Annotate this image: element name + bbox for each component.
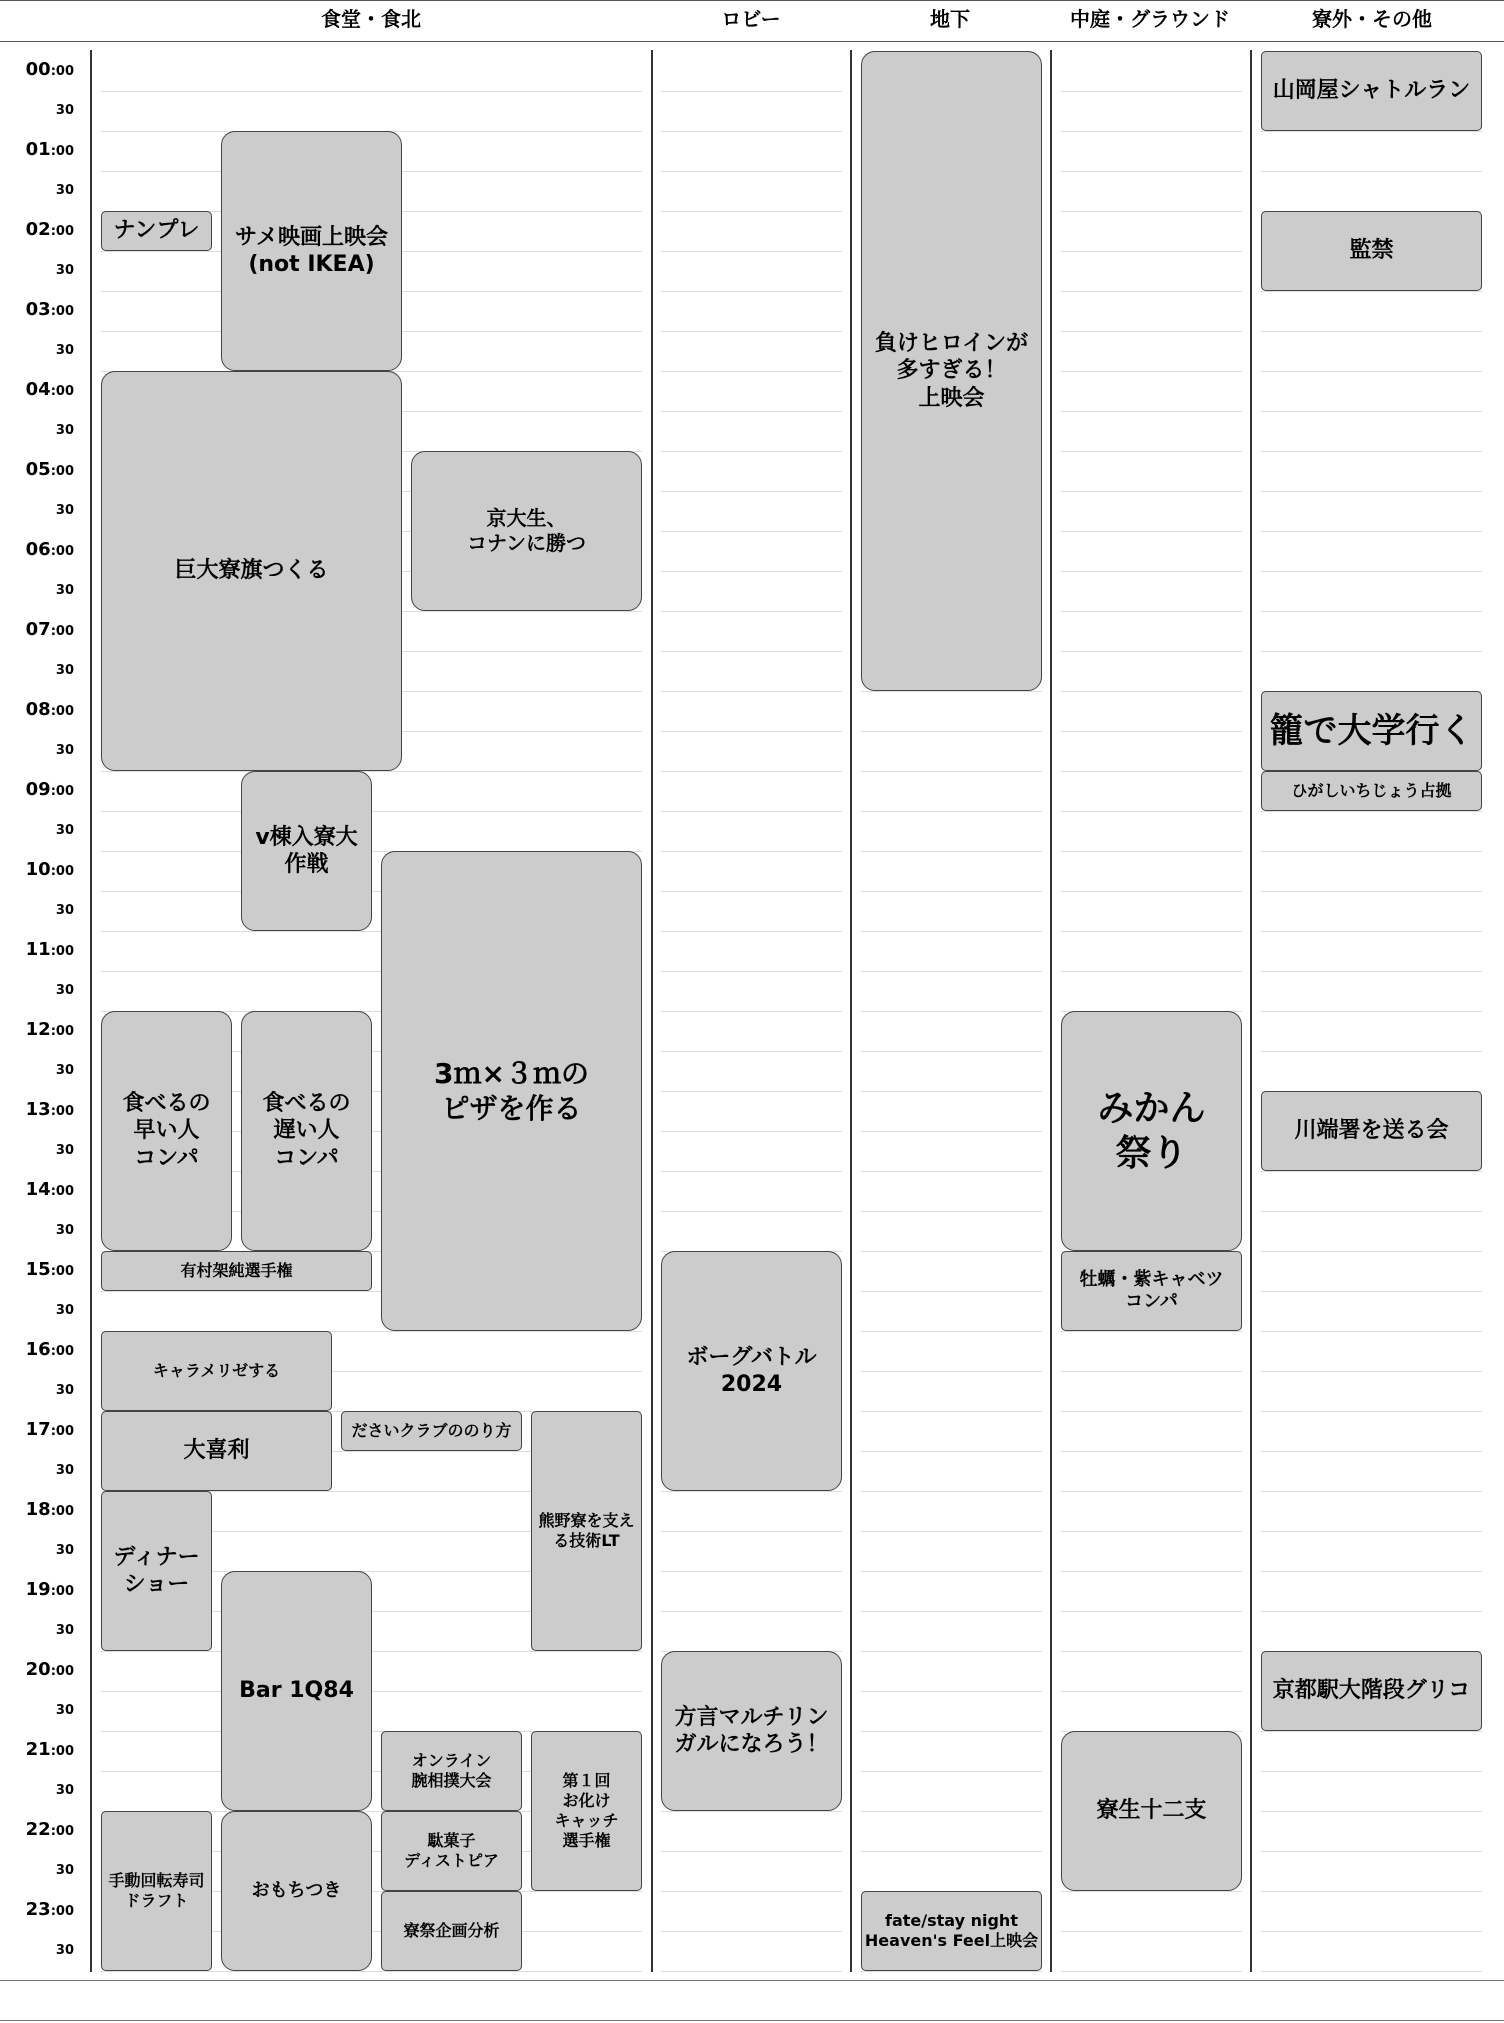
minute-text: :00 (50, 1744, 74, 1759)
grid-line (1061, 1651, 1242, 1652)
grid-line (661, 891, 842, 892)
grid-line (1061, 931, 1242, 932)
grid-line (1061, 1931, 1242, 1932)
grid-line (1061, 1411, 1242, 1412)
grid-line (661, 971, 842, 972)
time-label-hour (0, 539, 74, 560)
column-divider (1050, 50, 1052, 1972)
minute-text: :00 (50, 1824, 74, 1839)
grid-line (1061, 771, 1242, 772)
hour-text: 19 (25, 1579, 51, 1600)
grid-line (1061, 331, 1242, 332)
time-label-half: 30 (55, 1943, 74, 1958)
grid-line (1261, 1171, 1482, 1172)
grid-line (1261, 1451, 1482, 1452)
event-obake-catch[interactable]: 第１回 お化け キャッチ 選手権 (531, 1731, 642, 1891)
grid-line (1261, 811, 1482, 812)
event-v-tou[interactable]: v棟入寮大 作戦 (241, 771, 372, 931)
hour-text: 13 (25, 1099, 51, 1120)
grid-line (661, 1891, 842, 1892)
grid-line (861, 1611, 1042, 1612)
grid-line (861, 1411, 1042, 1412)
grid-line (1061, 131, 1242, 132)
hour-text: 02 (25, 219, 51, 240)
column-header-nakaniwa: 中庭・グラウンド (1070, 7, 1230, 31)
minute-text: :00 (50, 704, 74, 719)
event-ogiri[interactable]: 大喜利 (101, 1411, 332, 1491)
time-label-half: 30 (55, 1463, 74, 1478)
event-higashi-ichijo[interactable]: ひがしいちじょう占拠 (1261, 771, 1482, 811)
grid-line (661, 691, 842, 692)
time-label-hour (0, 619, 74, 640)
hour-text: 15 (25, 1259, 51, 1280)
time-label-half: 30 (55, 1783, 74, 1798)
grid-line (661, 91, 842, 92)
grid-line (1261, 331, 1482, 332)
event-kyodai-ryoki[interactable]: 巨大寮旗つくる (101, 371, 402, 771)
grid-line (1061, 1891, 1242, 1892)
grid-line (861, 931, 1042, 932)
time-label-half: 30 (55, 1143, 74, 1158)
time-label-hour (0, 1019, 74, 1040)
grid-line (861, 1491, 1042, 1492)
event-fate-hf[interactable]: fate/stay night Heaven's Feel上映会 (861, 1891, 1042, 1971)
time-label-half: 30 (55, 423, 74, 438)
time-label-hour (0, 1259, 74, 1280)
column-divider (1250, 50, 1252, 1972)
grid-line (1061, 1371, 1242, 1372)
event-kankin[interactable]: 監禁 (1261, 211, 1482, 291)
time-label-hour (0, 699, 74, 720)
event-hayai-compa[interactable]: 食べるの 早い人 コンパ (101, 1011, 232, 1251)
hour-text: 03 (25, 299, 51, 320)
hour-text: 23 (25, 1899, 51, 1920)
grid-line (861, 1291, 1042, 1292)
time-label-half: 30 (55, 183, 74, 198)
time-label-hour (0, 1339, 74, 1360)
grid-line (661, 1931, 842, 1932)
hour-text: 09 (25, 779, 51, 800)
time-label-half: 30 (55, 1543, 74, 1558)
time-label-hour (0, 139, 74, 160)
grid-line (1061, 731, 1242, 732)
event-make-heroine[interactable]: 負けヒロインが 多すぎる！ 上映会 (861, 51, 1042, 691)
grid-line (1261, 171, 1482, 172)
grid-line (1261, 571, 1482, 572)
event-kago-daigaku[interactable]: 籠で大学行く (1261, 691, 1482, 771)
grid-line (661, 251, 842, 252)
minute-text: :00 (50, 1584, 74, 1599)
grid-line (1061, 1451, 1242, 1452)
grid-line (661, 1131, 842, 1132)
time-label-half: 30 (55, 1383, 74, 1398)
grid-line (1061, 1491, 1242, 1492)
event-pizza[interactable]: 3ｍ×３ｍの ピザを作る (381, 851, 642, 1331)
grid-line (861, 771, 1042, 772)
grid-line (1261, 1771, 1482, 1772)
time-label-hour (0, 379, 74, 400)
time-label-half: 30 (55, 903, 74, 918)
grid-line (1061, 1571, 1242, 1572)
grid-line (1061, 971, 1242, 972)
event-bar-1q84[interactable]: Bar 1Q84 (221, 1571, 372, 1811)
grid-line (861, 731, 1042, 732)
grid-line (1261, 1011, 1482, 1012)
time-label-half: 30 (55, 1063, 74, 1078)
grid-line (1061, 851, 1242, 852)
grid-line (1061, 891, 1242, 892)
grid-line (661, 931, 842, 932)
hour-text: 20 (25, 1659, 51, 1680)
time-label-half: 30 (55, 983, 74, 998)
grid-line (1061, 171, 1242, 172)
grid-line (1061, 691, 1242, 692)
grid-line (1261, 1371, 1482, 1372)
grid-line (101, 91, 642, 92)
grid-line (1061, 1331, 1242, 1332)
grid-line (1261, 1891, 1482, 1892)
grid-line (1261, 1971, 1482, 1972)
event-osoi-compa[interactable]: 食べるの 遅い人 コンパ (241, 1011, 372, 1251)
time-label-hour (0, 59, 74, 80)
minute-text: :00 (50, 1904, 74, 1919)
grid-line (661, 1091, 842, 1092)
time-label-hour (0, 299, 74, 320)
column-header-ryogai: 寮外・その他 (1312, 7, 1432, 31)
grid-line (1261, 131, 1482, 132)
grid-line (1261, 1571, 1482, 1572)
event-sushi-draft[interactable]: 手動回転寿司 ドラフト (101, 1811, 212, 1971)
grid-line (861, 891, 1042, 892)
event-ryosai-bunseki[interactable]: 寮祭企画分析 (381, 1891, 522, 1971)
event-vogue-battle[interactable]: ボーグバトル 2024 (661, 1251, 842, 1491)
event-dagashi[interactable]: 駄菓子 ディストピア (381, 1811, 522, 1891)
grid-line (1061, 611, 1242, 612)
time-label-half: 30 (55, 1223, 74, 1238)
grid-line (861, 1771, 1042, 1772)
event-same-eiga[interactable]: サメ映画上映会 (not IKEA) (221, 131, 402, 371)
event-hogen[interactable]: 方言マルチリン ガルになろう！ (661, 1651, 842, 1811)
grid-line (861, 1371, 1042, 1372)
grid-line (661, 571, 842, 572)
grid-line (661, 1011, 842, 1012)
time-label-hour (0, 1899, 74, 1920)
event-mikan-matsuri[interactable]: みかん 祭り (1061, 1011, 1242, 1251)
grid-line (661, 731, 842, 732)
grid-line (661, 1531, 842, 1532)
time-label-half: 30 (55, 263, 74, 278)
grid-line (861, 1651, 1042, 1652)
time-label-half: 30 (55, 743, 74, 758)
grid-line (661, 491, 842, 492)
time-label-hour (0, 1819, 74, 1840)
grid-line (861, 851, 1042, 852)
grid-line (1061, 651, 1242, 652)
minute-text: :00 (50, 1504, 74, 1519)
header-top-border (0, 0, 1504, 1)
grid-line (1261, 531, 1482, 532)
time-label-half: 30 (55, 823, 74, 838)
time-label-half: 30 (55, 343, 74, 358)
grid-line (661, 291, 842, 292)
grid-line (661, 1171, 842, 1172)
event-arimura[interactable]: 有村架純選手権 (101, 1251, 372, 1291)
footer-border-bottom (0, 2020, 1504, 2021)
grid-line (861, 811, 1042, 812)
time-label-hour (0, 1579, 74, 1600)
grid-line (1261, 291, 1482, 292)
column-divider (651, 50, 653, 1972)
hour-text: 05 (25, 459, 51, 480)
grid-line (1061, 1531, 1242, 1532)
grid-line (1061, 371, 1242, 372)
grid-line (661, 531, 842, 532)
minute-text: :00 (50, 1024, 74, 1039)
grid-line (1261, 1411, 1482, 1412)
grid-line (661, 1211, 842, 1212)
grid-line (1261, 1051, 1482, 1052)
hour-text: 18 (25, 1499, 51, 1520)
grid-line (101, 771, 642, 772)
event-kawabata[interactable]: 川端署を送る会 (1261, 1091, 1482, 1171)
grid-line (1061, 91, 1242, 92)
event-kyoto-glico[interactable]: 京都駅大階段グリコ (1261, 1651, 1482, 1731)
column-header-lobby: ロビー (721, 7, 781, 31)
grid-line (661, 331, 842, 332)
time-label-hour (0, 1419, 74, 1440)
grid-line (1261, 1331, 1482, 1332)
event-ryosei-junishi[interactable]: 寮生十二支 (1061, 1731, 1242, 1891)
time-label-hour (0, 779, 74, 800)
grid-line (1061, 251, 1242, 252)
hour-text: 00 (25, 59, 51, 80)
event-kumano-lt[interactable]: 熊野寮を支え る技術LT (531, 1411, 642, 1651)
minute-text: :00 (50, 1184, 74, 1199)
minute-text: :00 (50, 784, 74, 799)
minute-text: :00 (50, 624, 74, 639)
event-mochitsuki[interactable]: おもちつき (221, 1811, 372, 1971)
event-dasai-club[interactable]: ださいクラブののり方 (341, 1411, 522, 1451)
grid-line (861, 1251, 1042, 1252)
grid-line (1261, 851, 1482, 852)
grid-line (1261, 1611, 1482, 1612)
grid-line (1061, 291, 1242, 292)
time-label-half: 30 (55, 503, 74, 518)
grid-line (861, 1971, 1042, 1972)
time-label-half: 30 (55, 1303, 74, 1318)
minute-text: :00 (50, 1664, 74, 1679)
grid-line (861, 1091, 1042, 1092)
hour-text: 06 (25, 539, 51, 560)
column-header-shokudo: 食堂・食北 (321, 7, 421, 31)
time-label-half: 30 (55, 103, 74, 118)
grid-line (1261, 611, 1482, 612)
grid-line (1261, 1931, 1482, 1932)
grid-line (861, 1851, 1042, 1852)
time-label-half: 30 (55, 1623, 74, 1638)
grid-line (861, 1731, 1042, 1732)
time-label-hour (0, 1179, 74, 1200)
grid-line (661, 811, 842, 812)
grid-line (1261, 371, 1482, 372)
grid-line (661, 1491, 842, 1492)
grid-line (661, 651, 842, 652)
grid-line (661, 211, 842, 212)
hour-text: 07 (25, 619, 51, 640)
event-nanpure[interactable]: ナンプレ (101, 211, 212, 251)
hour-text: 21 (25, 1739, 51, 1760)
footer-border (0, 1980, 1504, 1981)
minute-text: :00 (50, 224, 74, 239)
hour-text: 08 (25, 699, 51, 720)
grid-line (661, 771, 842, 772)
minute-text: :00 (50, 1104, 74, 1119)
minute-text: :00 (50, 64, 74, 79)
time-label-hour (0, 1499, 74, 1520)
grid-line (861, 691, 1042, 692)
column-header-chika: 地下 (930, 7, 970, 31)
hour-text: 17 (25, 1419, 51, 1440)
event-kyodaisei-conan[interactable]: 京大生、 コナンに勝つ (411, 451, 642, 611)
grid-line (1061, 451, 1242, 452)
minute-text: :00 (50, 144, 74, 159)
grid-line (661, 451, 842, 452)
grid-line (1261, 891, 1482, 892)
grid-line (661, 411, 842, 412)
time-label-half: 30 (55, 1703, 74, 1718)
grid-line (661, 611, 842, 612)
grid-line (1261, 1291, 1482, 1292)
grid-line (1061, 1611, 1242, 1612)
grid-line (1061, 211, 1242, 212)
header-bottom-border (0, 41, 1504, 42)
grid-line (861, 1011, 1042, 1012)
grid-line (861, 1451, 1042, 1452)
grid-line (661, 1611, 842, 1612)
grid-line (1261, 491, 1482, 492)
time-label-half: 30 (55, 583, 74, 598)
grid-line (1061, 1691, 1242, 1692)
minute-text: :00 (50, 304, 74, 319)
event-kaki-cabbage[interactable]: 牡蠣・紫キャベツ コンパ (1061, 1251, 1242, 1331)
hour-text: 16 (25, 1339, 51, 1360)
minute-text: :00 (50, 864, 74, 879)
grid-line (661, 1851, 842, 1852)
grid-line (1061, 1971, 1242, 1972)
grid-line (1261, 1731, 1482, 1732)
hour-text: 12 (25, 1019, 51, 1040)
minute-text: :00 (50, 944, 74, 959)
time-label-hour (0, 459, 74, 480)
grid-line (861, 1531, 1042, 1532)
event-dinner-show[interactable]: ディナー ショー (101, 1491, 212, 1651)
time-label-half: 30 (55, 663, 74, 678)
grid-line (861, 1211, 1042, 1212)
grid-line (861, 1691, 1042, 1692)
hour-text: 11 (25, 939, 51, 960)
event-yamaokaya[interactable]: 山岡屋シャトルラン (1261, 51, 1482, 131)
hour-text: 22 (25, 1819, 51, 1840)
minute-text: :00 (50, 464, 74, 479)
minute-text: :00 (50, 544, 74, 559)
grid-line (101, 1971, 642, 1972)
grid-line (1261, 971, 1482, 972)
grid-line (1261, 651, 1482, 652)
grid-line (661, 1571, 842, 1572)
grid-line (1261, 1251, 1482, 1252)
grid-line (661, 1811, 842, 1812)
grid-line (1261, 1211, 1482, 1212)
grid-line (861, 1811, 1042, 1812)
hour-text: 14 (25, 1179, 51, 1200)
time-label-hour (0, 939, 74, 960)
hour-text: 10 (25, 859, 51, 880)
grid-line (861, 1571, 1042, 1572)
minute-text: :00 (50, 1344, 74, 1359)
grid-line (861, 1051, 1042, 1052)
grid-line (1061, 411, 1242, 412)
grid-line (861, 1171, 1042, 1172)
grid-line (1261, 931, 1482, 932)
grid-line (1061, 531, 1242, 532)
event-caramelize[interactable]: キャラメリゼする (101, 1331, 332, 1411)
grid-line (1061, 811, 1242, 812)
time-label-hour (0, 859, 74, 880)
column-divider (850, 50, 852, 1972)
grid-line (661, 131, 842, 132)
grid-line (661, 171, 842, 172)
time-label-hour (0, 1659, 74, 1680)
time-label-half: 30 (55, 1863, 74, 1878)
event-online-udezumo[interactable]: オンライン 腕相撲大会 (381, 1731, 522, 1811)
grid-line (861, 1131, 1042, 1132)
grid-line (1261, 411, 1482, 412)
grid-line (1261, 1491, 1482, 1492)
grid-line (661, 1051, 842, 1052)
grid-line (661, 1971, 842, 1972)
grid-line (1261, 451, 1482, 452)
grid-line (1061, 571, 1242, 572)
grid-line (1261, 1851, 1482, 1852)
grid-line (861, 971, 1042, 972)
grid-line (661, 371, 842, 372)
time-label-hour (0, 219, 74, 240)
grid-line (1261, 1531, 1482, 1532)
hour-text: 01 (25, 139, 51, 160)
grid-line (661, 851, 842, 852)
column-divider (90, 50, 92, 1972)
time-label-hour (0, 1739, 74, 1760)
hour-text: 04 (25, 379, 51, 400)
grid-line (1061, 491, 1242, 492)
grid-line (861, 1331, 1042, 1332)
minute-text: :00 (50, 1424, 74, 1439)
grid-line (1261, 1811, 1482, 1812)
minute-text: :00 (50, 384, 74, 399)
minute-text: :00 (50, 1264, 74, 1279)
time-label-hour (0, 1099, 74, 1120)
